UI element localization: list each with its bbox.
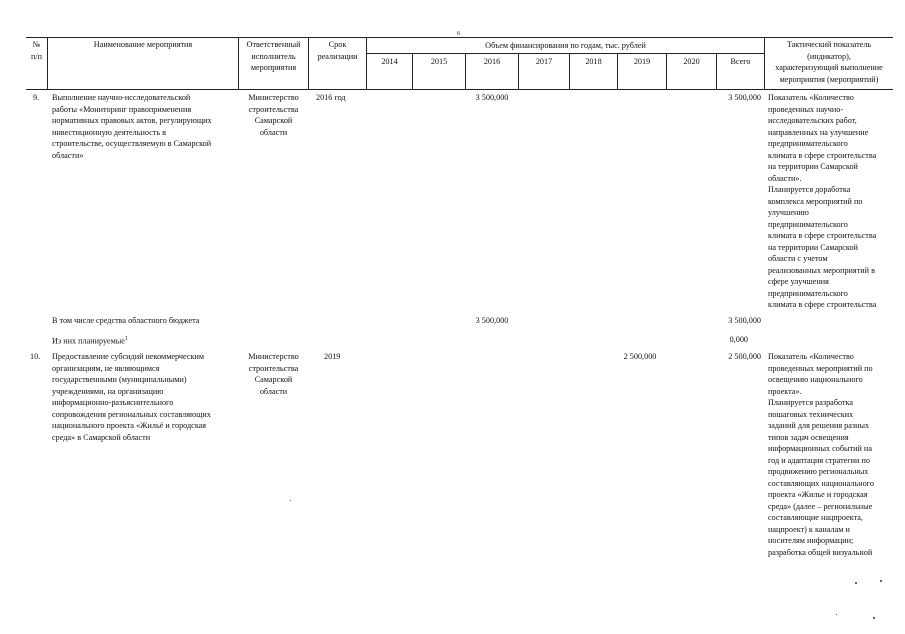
scan-speck (855, 582, 857, 584)
row-9-number: 9. (33, 93, 40, 102)
row-9-indicator: Показатель «Количество проведенных научно- исследовательских работ, направленных на улучшение предпринимательского климата в сфере строительства на территории Самарской области». Планируется доработка комплекса мероприятий по улучшению предпринимательского климата в сфере строительства на территории Самарской области с учетом реализованных мероприятий в сфере улучшения предпринимательского климата в сфере строительства (768, 93, 877, 309)
header-indicator: Тактический показатель (индикатор), характеризующий выполнение мероприятия (мероприятий) (775, 40, 883, 84)
row-10-responsible: Министерство строительства Самарской области (248, 352, 299, 396)
header-year-2019: 2019 (633, 57, 651, 66)
scan-speck (290, 500, 291, 501)
header-year-2018: 2018 (585, 57, 602, 66)
regional-budget-2016: 3 500,000 (475, 316, 509, 325)
header-year-2017: 2017 (535, 57, 553, 66)
row-10-term: 2019 (324, 352, 341, 361)
row-10-indicator: Показатель «Количество проведенных мероприятий по освещению национального проекта». Планируется разработка пошаговых технических заданий для решения разных типов задач освещения информационных событий на год и адаптация стратегии по продвижению региональных составляющих национального проекта «Жилье и городская среда» (далее – региональные составляющие нацпроекта, нацпроект) к каналам и носителям информации; разработка общей визуальной (768, 352, 874, 557)
footnote-marker: 1 (124, 336, 128, 342)
header-term: Срок реализации (317, 40, 358, 61)
table-top-border (26, 37, 893, 38)
row-9-value-2016: 3 500,000 (475, 93, 509, 102)
page-number: 6 (457, 31, 460, 37)
row-9-term: 2016 год (316, 93, 346, 102)
header-total: Всего (730, 57, 751, 66)
row-10-number: 10. (30, 352, 41, 361)
regional-budget-total: 3 500,000 (728, 316, 761, 325)
scan-speck (873, 617, 875, 619)
header-year-2015: 2015 (430, 57, 448, 66)
row-10-value-2019: 2 500,000 (623, 352, 657, 361)
planned-label-text: Из них планируемые (52, 336, 125, 346)
header-year-2020: 2020 (683, 57, 700, 66)
planned-label (52, 334, 252, 347)
header-responsible: Ответственный исполнитель мероприятия (246, 40, 301, 72)
planned-total: 0,000 (729, 335, 748, 344)
header-funding: Объем финансирования по годам, тыс. рублей (485, 41, 646, 50)
row-9-responsible: Министерство строительства Самарской области (248, 93, 299, 137)
row-9-name: Выполнение научно-исследовательской работы «Мониторинг правоприменения нормативных правовых актов, регулирующих инвестиционную деятельность в строительстве, осуществляемую в Самарской области» (52, 93, 212, 160)
scan-speck (836, 614, 837, 615)
header-name: Наименование мероприятия (93, 40, 193, 49)
row-9-total: 3 500,000 (728, 93, 761, 102)
year-header-divider (366, 53, 764, 54)
scan-speck (880, 580, 882, 582)
header-number: № п/п (30, 40, 43, 61)
header-year-2014: 2014 (381, 57, 398, 66)
row-10-total: 2 500,000 (728, 352, 761, 361)
regional-budget-label: В том числе средства областного бюджета (52, 316, 200, 325)
row-10-name: Предоставление субсидий некоммерческим организациям, не являющимся государственными (муниципальными) учреждениями, на организацию информационно-разъяснительного сопровождения региональных составляющих национального проекта «Жильё и городская среда» в Самарской области (52, 352, 211, 442)
header-bottom-border (26, 89, 893, 90)
header-year-2016: 2016 (483, 57, 501, 66)
